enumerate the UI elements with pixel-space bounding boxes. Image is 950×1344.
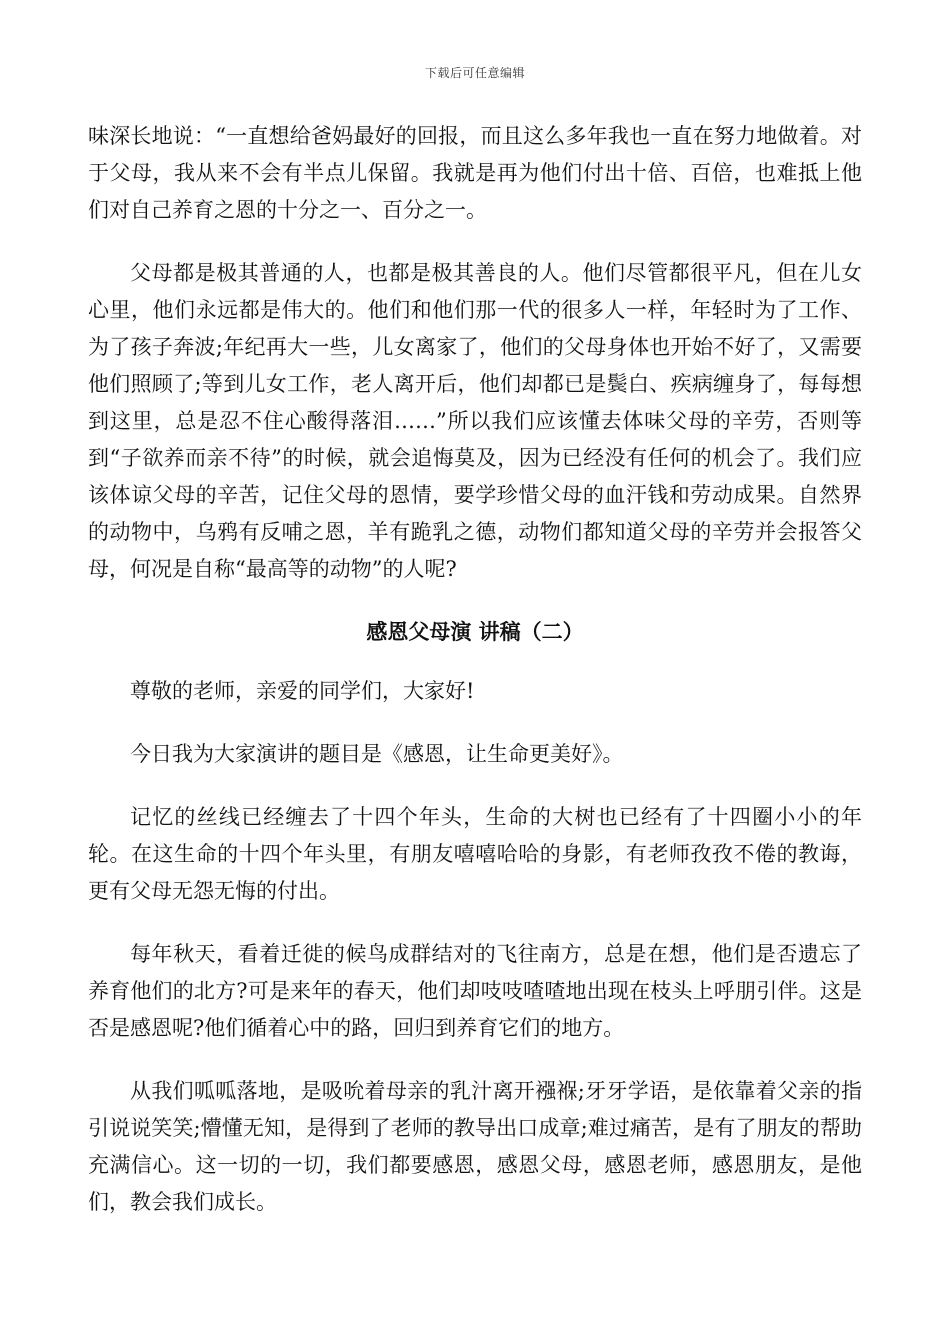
- paragraph-continuation: 味深长地说：“一直想给爸妈最好的回报，而且这么多年我也一直在努力地做着。对于父母，我从来不会有半点儿保留。我就是再为他们付出十倍、百倍，也难抵上他们对自己养育之恩的十分之一、百分之一。: [88, 124, 862, 222]
- header-note: 下载后可任意编辑: [424, 66, 525, 80]
- paragraph-migratory-birds: 每年秋天，看着迁徙的候鸟成群结对的飞往南方，总是在想，他们是否遗忘了养育他们的北方?可是来年的春天，他们却吱吱喳喳地出现在枝头上呼朋引伴。这是否是感恩呢?他们循着心中的路，回归到养育它们的地方。: [88, 942, 862, 1040]
- paragraph-greeting: 尊敬的老师，亲爱的同学们，大家好!: [130, 679, 475, 703]
- paragraph-topic: 今日我为大家演讲的题目是《感恩，让生命更美好》。: [130, 742, 624, 766]
- paragraph-parents-ordinary: 父母都是极其普通的人，也都是极其善良的人。他们尽管都很平凡，但在儿女心里，他们永远都是伟大的。他们和他们那一代的很多人一样，年轻时为了工作、为了孩子奔波;年纪再大一些，儿女离家了，他们的父母身体也开始不好了，又需要他们照顾了;等到儿女工作，老人离开后，他们却都已是鬓白、疾病缠身了，每每想到这里，总是忍不住心酸得落泪……”所以我们应该懂去体味父母的辛劳，否则等到“子欲养而亲不待”的时候，就会追悔莫及，因为已经没有任何的机会了。我们应该体谅父母的辛苦，记住父母的恩情，要学珍惜父母的血汗钱和劳动成果。自然界的动物中，乌鸦有反哺之恩，羊有跪乳之德，动物们都知道父母的辛劳并会报答父母，何况是自称“最高等的动物”的人呢?: [88, 261, 862, 581]
- document-body: [88, 118, 862, 1247]
- paragraph-growing-up: 从我们呱呱落地，是吸吮着母亲的乳汁离开襁褓;牙牙学语，是依靠着父亲的指引说说笑笑;懵懂无知，是得到了老师的教导出口成章;难过痛苦，是有了朋友的帮助充满信心。这一切的一切，我们都要感恩，感恩父母，感恩老师，感恩朋友，是他们，教会我们成长。: [88, 1079, 862, 1214]
- section-title: 感恩父母演 讲稿（二）: [366, 620, 584, 644]
- paragraph-memory: 记忆的丝线已经缠去了十四个年头，生命的大树也已经有了十四圈小小的年轮。在这生命的十四个年头里，有朋友嘻嘻哈哈的身影，有老师孜孜不倦的教诲，更有父母无怨无悔的付出。: [88, 805, 862, 903]
